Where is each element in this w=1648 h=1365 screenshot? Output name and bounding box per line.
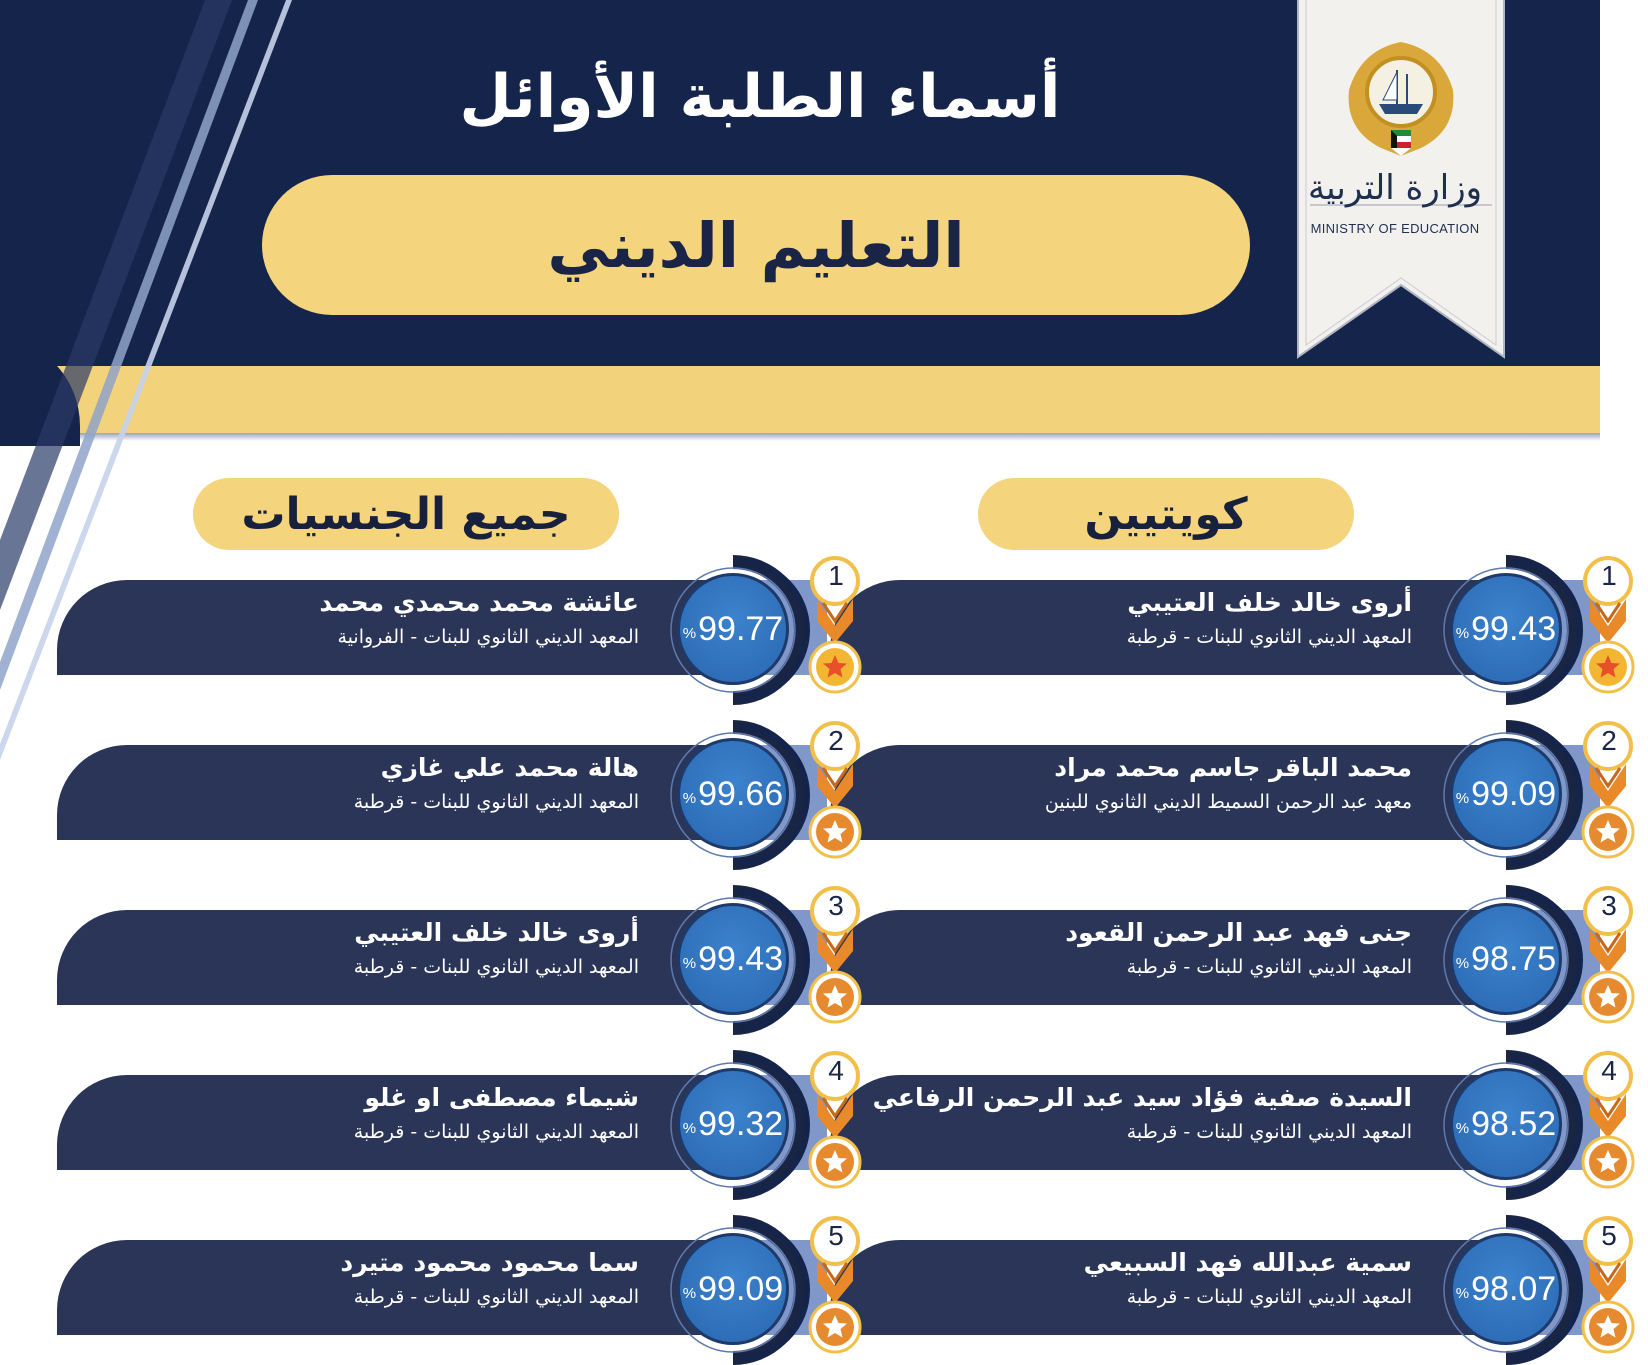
score-badge bbox=[1450, 1233, 1562, 1345]
student-score: 99.77 bbox=[698, 609, 784, 648]
rank-number: 1 bbox=[1601, 560, 1617, 591]
student-school: المعهد الديني الثانوي للبنات - قرطبة bbox=[1126, 1286, 1412, 1308]
student-score: 98.07 bbox=[1471, 1269, 1557, 1308]
student-card bbox=[57, 725, 844, 865]
student-card bbox=[830, 1055, 1617, 1195]
student-name: عائشة محمد محمدي محمد bbox=[319, 588, 639, 617]
section-kuwaiti-pill bbox=[978, 478, 1354, 550]
rank-number: 3 bbox=[828, 890, 844, 921]
subtitle-text: التعليم الديني bbox=[547, 208, 965, 282]
score-badge bbox=[1450, 738, 1562, 850]
student-name: شيماء مصطفى او غلو bbox=[364, 1083, 639, 1112]
score-badge bbox=[677, 738, 789, 850]
page-title: أسماء الطلبة الأوائل bbox=[459, 62, 1061, 132]
student-score: 99.32 bbox=[698, 1104, 784, 1143]
score-badge bbox=[1450, 903, 1562, 1015]
student-card bbox=[830, 560, 1617, 700]
student-school: معهد عبد الرحمن السميط الديني الثانوي للبنين bbox=[1044, 791, 1412, 813]
rank-number: 1 bbox=[828, 560, 844, 591]
student-card bbox=[57, 1220, 844, 1360]
student-school: المعهد الديني الثانوي للبنات - قرطبة bbox=[353, 1286, 639, 1308]
student-name: هالة محمد علي غازي bbox=[380, 753, 639, 782]
student-name: أروى خالد خلف العتيبي bbox=[1127, 588, 1412, 617]
student-score: 98.52 bbox=[1471, 1104, 1557, 1143]
section-kuwaiti-label: كويتيين bbox=[1084, 488, 1248, 540]
student-score: 99.66 bbox=[698, 774, 784, 813]
student-score: 98.75 bbox=[1471, 939, 1557, 978]
section-all-label: جميع الجنسيات bbox=[241, 488, 571, 540]
ministry-name-english: MINISTRY OF EDUCATION bbox=[1310, 221, 1480, 236]
student-card bbox=[830, 725, 1617, 865]
student-card bbox=[57, 560, 844, 700]
student-name: محمد الباقر جاسم محمد مراد bbox=[1054, 753, 1412, 782]
rank-number: 4 bbox=[828, 1055, 844, 1086]
student-name: سما محمود محمود متيرد bbox=[340, 1248, 639, 1277]
percent-symbol: % bbox=[682, 624, 697, 642]
percent-symbol: % bbox=[1455, 789, 1470, 807]
percent-symbol: % bbox=[1455, 954, 1470, 972]
rank-number: 2 bbox=[828, 725, 844, 756]
score-badge bbox=[1450, 573, 1562, 685]
student-name: سمية عبدالله فهد السبيعي bbox=[1083, 1248, 1412, 1277]
score-badge bbox=[677, 1068, 789, 1180]
student-card bbox=[57, 1055, 844, 1195]
student-card bbox=[830, 1220, 1617, 1360]
score-badge bbox=[677, 573, 789, 685]
percent-symbol: % bbox=[682, 789, 697, 807]
ministry-name-arabic: وزارة التربية bbox=[1307, 168, 1483, 208]
student-score: 99.09 bbox=[698, 1269, 784, 1308]
rank-number: 3 bbox=[1601, 890, 1617, 921]
student-name: جنى فهد عبد الرحمن القعود bbox=[1065, 918, 1412, 947]
rank-number: 5 bbox=[828, 1220, 844, 1251]
percent-symbol: % bbox=[1455, 1284, 1470, 1302]
percent-symbol: % bbox=[1455, 1119, 1470, 1137]
student-school: المعهد الديني الثانوي للبنات - قرطبة bbox=[353, 791, 639, 813]
percent-symbol: % bbox=[682, 954, 697, 972]
student-school: المعهد الديني الثانوي للبنات - قرطبة bbox=[353, 1121, 639, 1143]
rank-number: 5 bbox=[1601, 1220, 1617, 1251]
student-card bbox=[57, 890, 844, 1030]
rank-number: 2 bbox=[1601, 725, 1617, 756]
student-school: المعهد الديني الثانوي للبنات - قرطبة bbox=[1126, 626, 1412, 648]
student-score: 99.43 bbox=[698, 939, 784, 978]
percent-symbol: % bbox=[682, 1119, 697, 1137]
percent-symbol: % bbox=[682, 1284, 697, 1302]
student-school: المعهد الديني الثانوي للبنات - قرطبة bbox=[1126, 1121, 1412, 1143]
percent-symbol: % bbox=[1455, 624, 1470, 642]
score-badge bbox=[677, 1233, 789, 1345]
student-score: 99.09 bbox=[1471, 774, 1557, 813]
score-badge bbox=[677, 903, 789, 1015]
score-badge bbox=[1450, 1068, 1562, 1180]
student-school: المعهد الديني الثانوي للبنات - قرطبة bbox=[353, 956, 639, 978]
student-name: أروى خالد خلف العتيبي bbox=[354, 918, 639, 947]
section-all-nationalities-pill bbox=[193, 478, 619, 550]
student-score: 99.43 bbox=[1471, 609, 1557, 648]
student-school: المعهد الديني الثانوي للبنات - قرطبة bbox=[1126, 956, 1412, 978]
subtitle-pill bbox=[262, 175, 1250, 315]
student-school: المعهد الديني الثانوي للبنات - الفروانية bbox=[337, 626, 639, 648]
student-name: السيدة صفية فؤاد سيد عبد الرحمن الرفاعي bbox=[872, 1083, 1412, 1112]
student-card bbox=[830, 890, 1617, 1030]
rank-number: 4 bbox=[1601, 1055, 1617, 1086]
